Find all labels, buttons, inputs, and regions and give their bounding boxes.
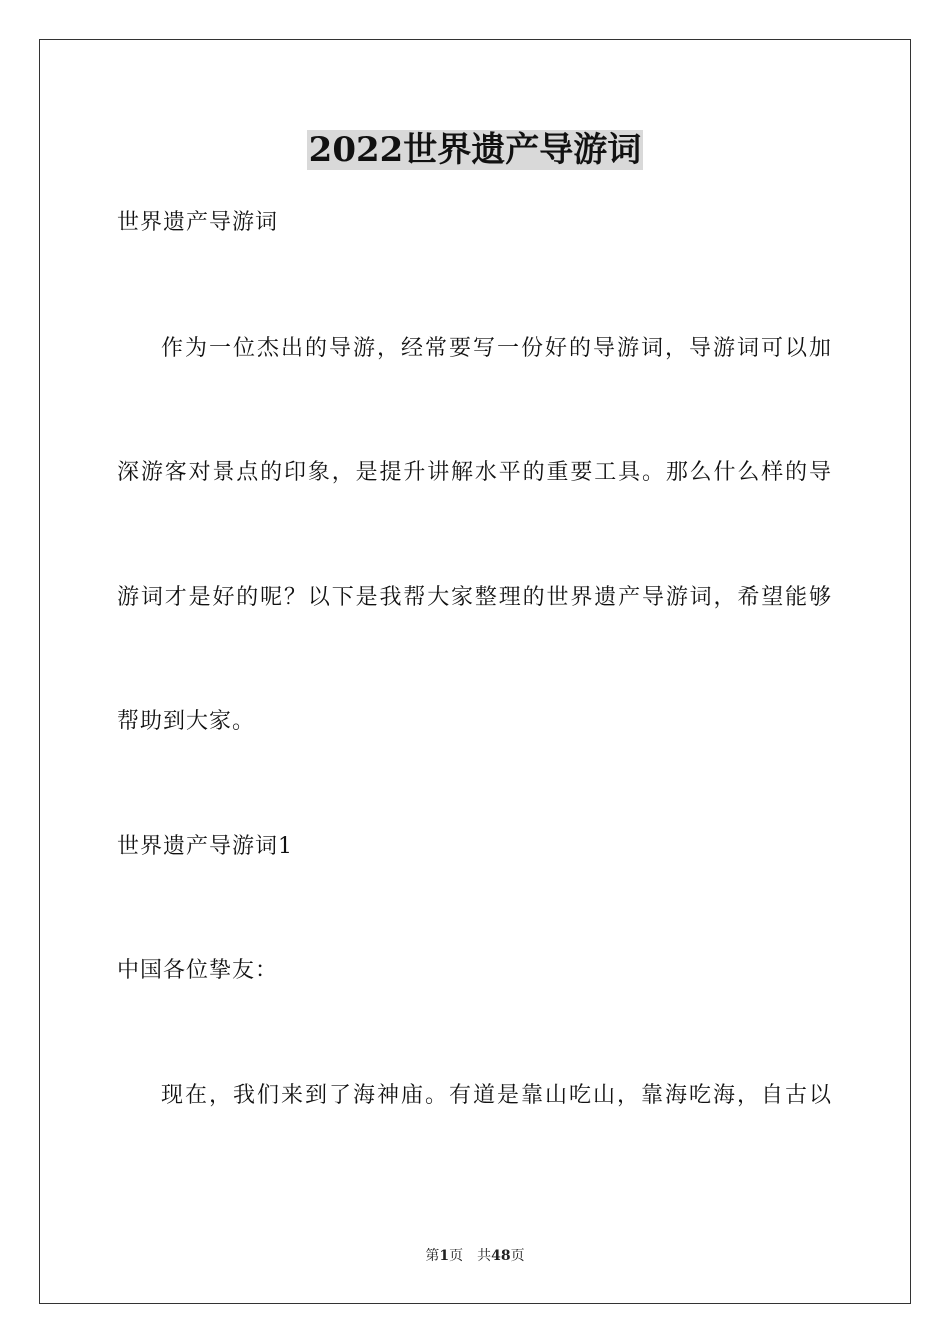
paragraph-line-3: 游词才是好的呢？以下是我帮大家整理的世界遗产导游词，希望能够 (117, 585, 831, 610)
paragraph-line-1: 作为一位杰出的导游，经常要写一份好的导游词，导游词可以加 (161, 336, 831, 361)
footer-total-suffix: 页 (510, 1248, 525, 1264)
page-footer (0, 1246, 950, 1266)
footer-total-prefix: 共 (477, 1248, 492, 1264)
document-title-text: 2022世界遗产导游词 (308, 130, 642, 170)
salutation: 中国各位挚友： (117, 958, 279, 983)
footer-total-pages: 48 (491, 1248, 511, 1264)
footer-page-prefix: 第 (425, 1248, 440, 1264)
body-line: 现在，我们来到了海神庙。有道是靠山吃山，靠海吃海，自古以 (161, 1083, 831, 1108)
document-title (0, 128, 950, 172)
section-heading: 世界遗产导游词1 (117, 834, 293, 859)
paragraph-line-2: 深游客对景点的印象，是提升讲解水平的重要工具。那么什么样的导 (117, 460, 831, 485)
paragraph-line-4: 帮助到大家。 (117, 709, 256, 734)
document-subtitle: 世界遗产导游词 (117, 210, 279, 235)
footer-page-number: 1 (439, 1248, 450, 1264)
footer-page-suffix: 页 (449, 1248, 464, 1264)
